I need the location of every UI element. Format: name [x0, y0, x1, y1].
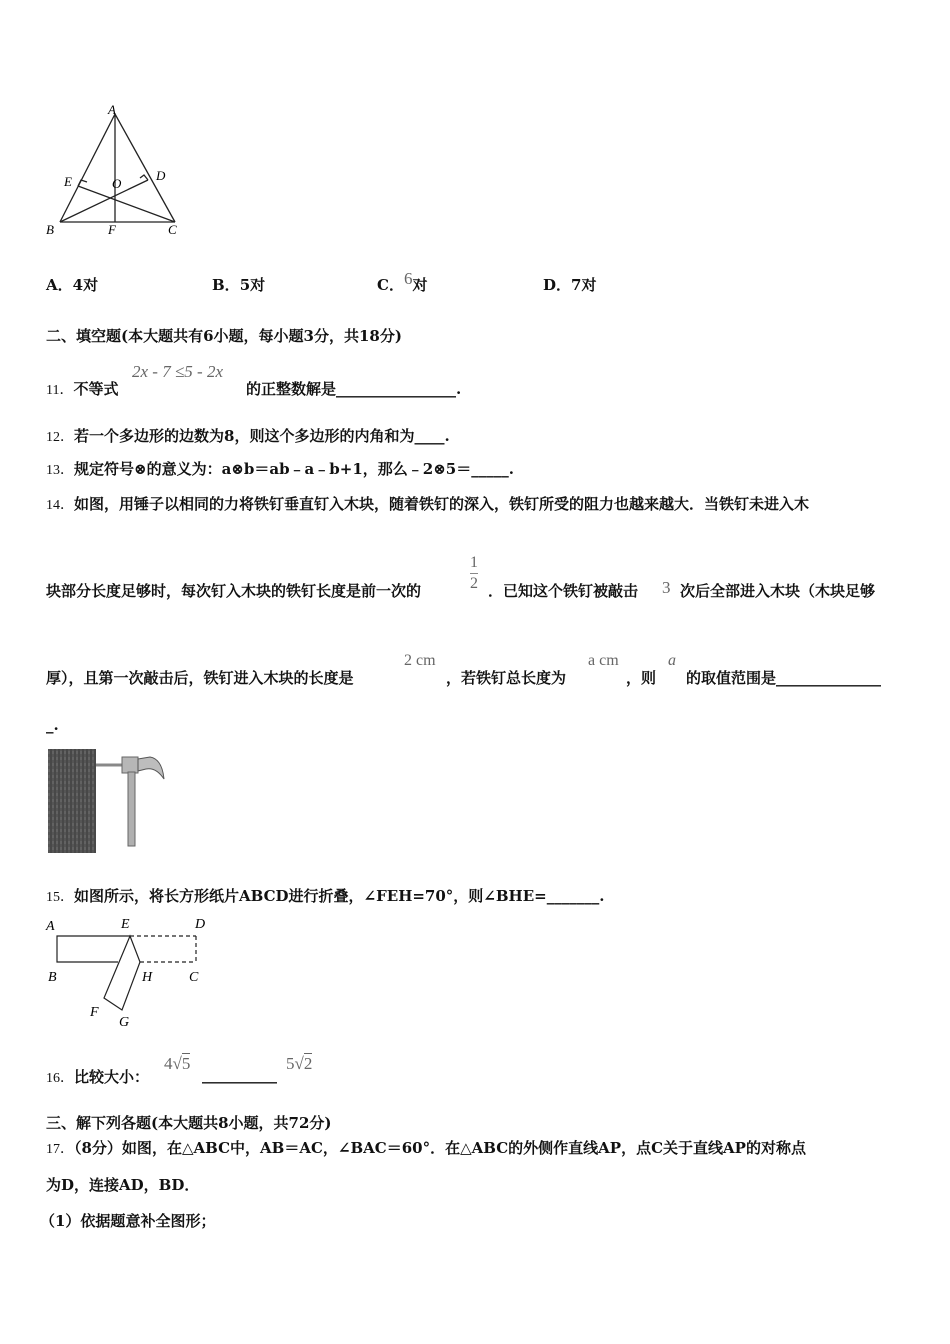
question-14-line4: _. — [46, 716, 59, 734]
question-12: 12．若一个多边形的边数为8，则这个多边形的内角和为____. — [46, 427, 450, 445]
fold-label-C: C — [189, 970, 199, 985]
triangle-figure — [40, 100, 200, 240]
question-17-line2: 为D，连接AD，BD． — [46, 1176, 200, 1194]
fold-label-E: E — [121, 917, 130, 932]
q14-fraction: $\frac{1}{2}$ — [470, 554, 478, 592]
question-15: 15．如图所示，将长方形纸片ABCD进行折叠，∠FEH=70°，则∠BHE=_______. — [46, 887, 605, 905]
question-13: 13．规定符号⊗的意义为：a⊗b＝ab﹣a﹣b+1，那么﹣2⊗5＝_____. — [46, 460, 514, 478]
label-D: D — [156, 168, 166, 183]
option-b: B．5对 — [212, 276, 266, 294]
q11-answer-line: 的正整数解是________________. — [246, 380, 462, 398]
question-14-line3c: ，则 — [626, 669, 657, 687]
q14-len2: a cm — [588, 652, 619, 669]
q14-len1: 2 cm — [404, 652, 436, 669]
label-B: B — [46, 222, 54, 237]
question-14-line3b: ，若铁钉总长度为 — [446, 669, 567, 687]
option-a: A．4对 — [46, 276, 99, 294]
question-17-part1: （1）依据题意补全图形； — [40, 1212, 216, 1230]
q16-left-expr: 4√5 — [164, 1054, 191, 1073]
option-c: C．6对 — [377, 269, 428, 294]
fold-label-G: G — [119, 1015, 130, 1030]
option-d: D．7对 — [543, 276, 597, 294]
label-A: A — [108, 102, 116, 117]
label-F: F — [108, 222, 116, 237]
question-14-line2c: 次后全部进入木块（木块足够 — [680, 582, 876, 600]
hammer-wood-figure — [46, 745, 171, 857]
question-14-line3a: 厚），且第一次敲击后，铁钉进入木块的长度是 — [46, 669, 354, 687]
q11-formula: 2x - 7 ≤5 - 2x — [132, 362, 223, 381]
section3-title: 三、解下列各题(本大题共8小题，共72分) — [46, 1114, 332, 1132]
fold-label-H: H — [142, 970, 153, 985]
fold-label-D: D — [195, 917, 206, 932]
q16-right-expr: 5√2 — [286, 1054, 313, 1073]
label-E: E — [64, 174, 72, 189]
question-14-line2b: ．已知这个铁钉被敲击 — [488, 582, 639, 600]
question-16: 16．比较大小： — [46, 1068, 150, 1086]
question-17-line1: 17．（8分）如图，在△ABC中，AB＝AC，∠BAC＝60°．在△ABC的外侧作直线AP，点C关于直线AP的对称点 — [46, 1139, 806, 1157]
label-C: C — [168, 222, 177, 237]
section2-title: 二、填空题(本大题共有6小题，每小题3分，共18分) — [46, 327, 402, 345]
fold-label-B: B — [48, 970, 57, 985]
question-11: 11．不等式 — [46, 380, 119, 398]
q14-var: a — [668, 652, 676, 669]
q14-hits: 3 — [662, 578, 671, 597]
fold-figure — [40, 908, 220, 1033]
question-14-line2a: 块部分长度足够时，每次钉入木块的铁钉长度是前一次的 — [46, 582, 422, 600]
question-14-line1: 14．如图，用锤子以相同的力将铁钉垂直钉入木块，随着铁钉的深入，铁钉所受的阻力也越来越大．当铁钉未进入木 — [46, 495, 810, 513]
question-14-line3d: 的取值范围是______________ — [686, 669, 882, 687]
label-O: O — [112, 176, 122, 191]
q16-blank: __________ — [202, 1066, 277, 1084]
fold-label-A: A — [46, 919, 55, 934]
fold-label-F: F — [90, 1005, 99, 1020]
